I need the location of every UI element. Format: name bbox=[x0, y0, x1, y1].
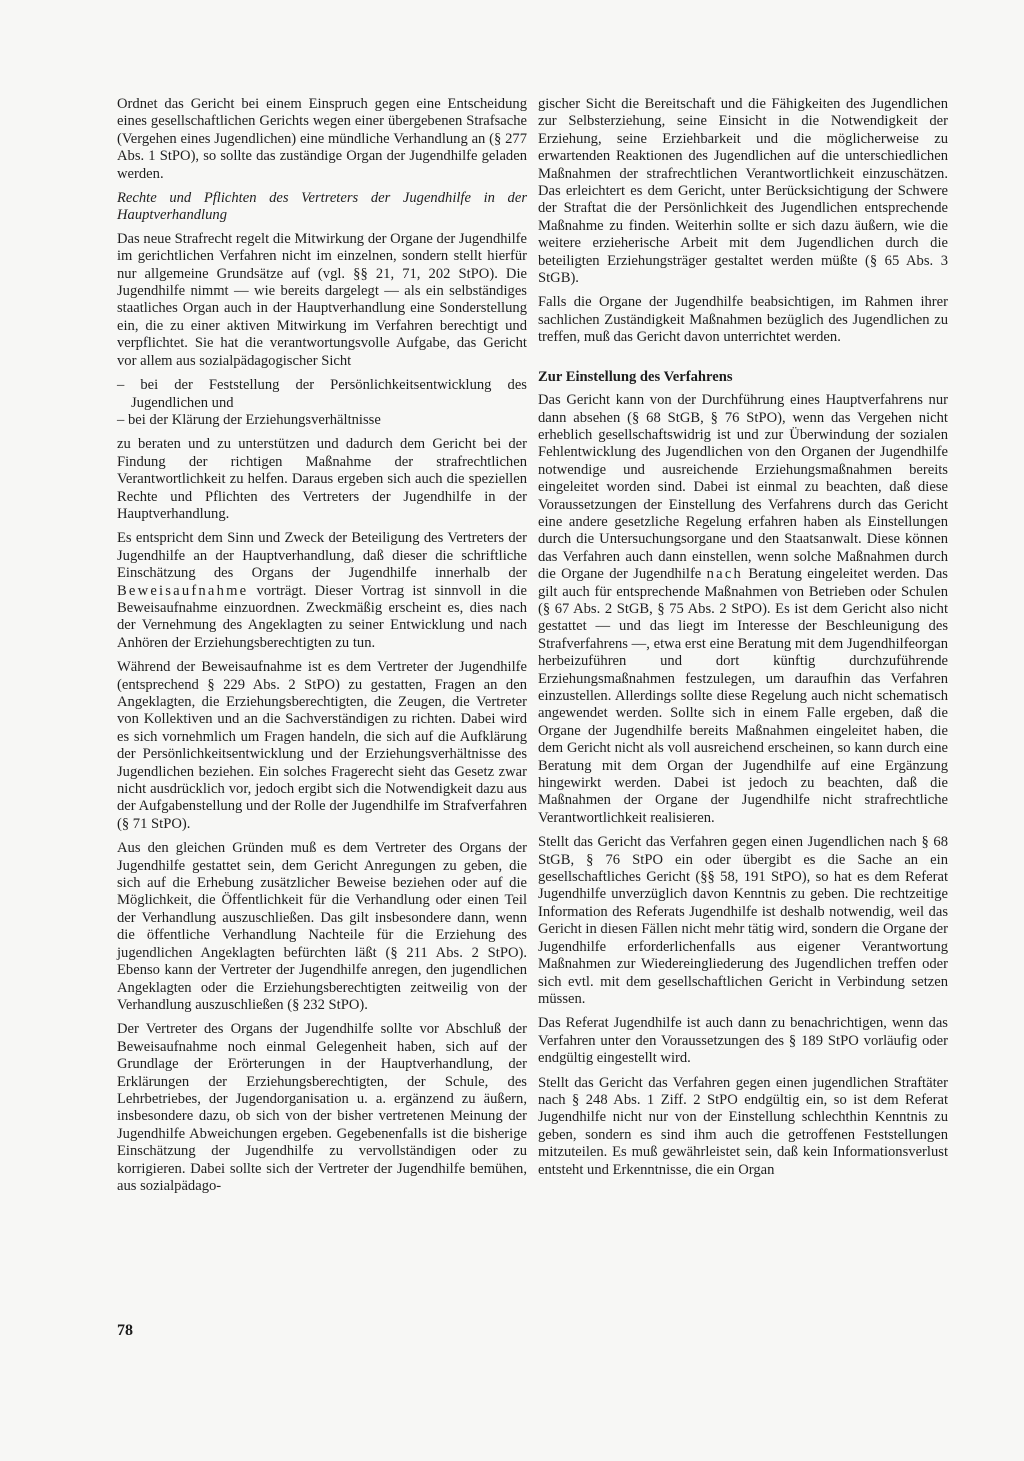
paragraph: gischer Sicht die Bereitschaft und die Fähigkeiten des Jugendlichen zur Selbsterziehung, seine Einsicht in die Notwendigkeit der Erziehung, seine Erziehbarkeit und die möglicherweise zu erwartenden Reaktionen des Jugendlichen auf die unterschiedlichen Maßnahmen der strafrechtlichen Verantwortlichkeit einzuschätzen. Das erleichtert es dem Gericht, unter Berücksichtigung der Schwere der Straftat die der Persönlichkeit des Jugendlichen entsprechende Maßnahme zu finden. Weiterhin sollte er sich dazu äußern, wie die weitere erzieherische Arbeit mit dem Jugendlichen durch die beteiligten Erziehungsträger gestaltet werden müßte (§ 65 Abs. 3 StGB). bbox=[538, 96, 948, 287]
paragraph-text: Es entspricht dem Sinn und Zweck der Beteiligung des Vertreters der Jugendhilfe an der Hauptverhandlung, daß dieser die schriftliche Einschätzung des Organs der Jugendhilfe innerhalb der bbox=[117, 530, 527, 582]
paragraph: Während der Beweisaufnahme ist es dem Vertreter der Jugendhilfe (entsprechend § 229 Abs. 2 StPO) zu gestatten, Fragen an den Angeklagten, die Erziehungsberechtigten, die Zeugen, die Vertreter von Kollektiven und an die Sachverständigen zu richten. Dabei wird es sich vornehmlich um Fragen handeln, die sich auf die Aufklärung der Persönlichkeitsentwicklung und der Erziehungsverhältnisse des Jugendlichen beziehen. Ein solches Fragerecht sieht das Gesetz zwar nicht ausdrücklich vor, jedoch ergibt sich die Notwendigkeit dazu aus der Aufgabenstellung und der Rolle der Jugendhilfe im Strafverfahren (§ 71 StPO). bbox=[117, 659, 527, 832]
paragraph: Ordnet das Gericht bei einem Einspruch gegen eine Entscheidung eines gesellschaftlichen Gerichts wegen einer übergebenen Strafsache (Vergehen eines Jugendlichen) eine mündliche Verhandlung an (§ 277 Abs. 1 StPO), so sollte das zuständige Organ der Jugendhilfe geladen werden. bbox=[117, 96, 527, 182]
left-column bbox=[117, 96, 527, 1202]
paragraph: Falls die Organe der Jugendhilfe beabsichtigen, im Rahmen ihrer sachlichen Zuständigkeit Maßnahmen bezüglich des Jugendlichen zu treffen, muß das Gericht davon unterrichtet werden. bbox=[538, 294, 948, 346]
paragraph: Das Referat Jugendhilfe ist auch dann zu benachrichtigen, wenn das Verfahren unter den Voraussetzungen des § 189 StPO vorläufig oder endgültig eingestellt wird. bbox=[538, 1015, 948, 1067]
paragraph: zu beraten und zu unterstützen und dadurch dem Gericht bei der Findung der richtigen Maßnahme der strafrechtlichen Verantwortlichkeit zu helfen. Daraus ergeben sich auch die speziellen Rechte und Pflichten des Vertreters der Jugendhilfe in der Hauptverhandlung. bbox=[117, 436, 527, 522]
paragraph bbox=[117, 530, 527, 652]
paragraph: Der Vertreter des Organs der Jugendhilfe sollte vor Abschluß der Beweisaufnahme noch einmal Gelegenheit haben, sich auf der Grundlage der Erörterungen in der Hauptverhandlung, der Erklärungen der Erziehungsberechtigten, der Schule, des Lehrbetriebes, der Jugendorganisation u. a. ergänzend zu äußern, insbesondere dazu, ob sich von der bisher vertretenen Meinung der Jugendhilfe Abweichungen ergeben. Gegebenenfalls ist die bisherige Einschätzung der Jugendhilfe zu vervollständigen oder zu korrigieren. Dabei sollte sich der Vertreter der Jugendhilfe bemühen, aus sozialpädago- bbox=[117, 1021, 527, 1194]
section-heading-discontinuation: Zur Einstellung des Verfahrens bbox=[538, 368, 733, 385]
paragraph: Stellt das Gericht das Verfahren gegen einen Jugendlichen nach § 68 StGB, § 76 StPO ein oder übergibt es die Sache an ein gesellschaftliches Gericht (§§ 58, 191 StPO), so hat es dem Referat Jugendhilfe unverzüglich davon Kenntnis zu geben. Die rechtzeitige Information des Referats Jugendhilfe ist deshalb notwendig, weil das Gericht in diesen Fällen nicht mehr tätig wird, sondern die Organe der Jugendhilfe erforderlichenfalls aus eigener Verantwortung Maßnahmen zur Wiedereingliederung des Jugendlichen treffen oder sich evtl. mit dem gesellschaftlichen Gericht in Verbindung setzen müssen. bbox=[538, 834, 948, 1007]
paragraph: Stellt das Gericht das Verfahren gegen einen jugendlichen Straftäter nach § 248 Abs. 1 Ziff. 2 StPO endgültig ein, so ist dem Referat Jugendhilfe nicht nur von der Einstellung schlechthin Kenntnis zu geben, sondern es sind ihm auch die getroffenen Feststellungen mitzuteilen. Es muß gewährleistet sein, daß kein Informationsverlust entsteht und Erkenntnisse, die ein Organ bbox=[538, 1074, 948, 1178]
page-number: 78 bbox=[117, 1322, 133, 1339]
paragraph: Aus den gleichen Gründen muß es dem Vertreter des Organs der Jugendhilfe gestattet sein, dem Gericht Anregungen zu geben, die sich auf die Erhebung zusätzlicher Beweise beziehen oder auf die Möglichkeit, die Öffentlichkeit für die Verhandlung oder einen Teil der Verhandlung auszuschließen. Das gilt insbesondere dann, wenn die öffentliche Verhandlung Nachteile für die Erziehung des jugendlichen Angeklagten befürchten läßt (§ 211 Abs. 2 StPO). Ebenso kann der Vertreter der Jugendhilfe anregen, den jugendlichen Angeklagten oder die Erziehungsberechtigten zeitweilig von der Verhandlung auszuschließen (§ 232 StPO). bbox=[117, 840, 527, 1013]
paragraph-text: vorträgt. Dieser Vortrag ist sinnvoll in die Beweisaufnahme einzuordnen. Zweckmäßig erscheint es, dies nach der Vernehmung des Angeklagten zu seiner Entwicklung und nach Anhören der Erziehungsberechtigten zu tun. bbox=[117, 582, 527, 651]
emphasis-spaced: Beweisaufnahme bbox=[117, 582, 249, 599]
paragraph bbox=[538, 392, 948, 827]
section-heading-rights: Rechte und Pflichten des Vertreters der Jugendhilfe in der Hauptverhandlung bbox=[117, 190, 527, 224]
paragraph-text: Das Gericht kann von der Durchführung eines Hauptverfahrens nur dann absehen (§ 68 StGB, § 76 StPO), wenn das Vergehen nicht erheblich gesellschaftswidrig ist und zur Überwindung der sozialen Fehlentwicklung des Jugendlichen von den Organen der Jugendhilfe notwendige und ausreichende Erziehungsmaßnahmen bereits eingeleitet worden sind. Dabei ist einmal zu beachten, daß diese Voraussetzungen der Einstellung des Verfahrens durch das Gericht eine andere gesetzliche Regelung erfahren haben als Einstellungen durch die Untersuchungsorgane und den Staatsanwalt. Diese können das Verfahren auch dann einstellen, wenn solche Maßnahmen durch die Organe der Jugendhilfe bbox=[538, 392, 948, 583]
list-item: – bei der Feststellung der Persönlichkeitsentwicklung des Jugendlichen und bbox=[117, 377, 527, 412]
emphasis-spaced: nach bbox=[706, 566, 744, 583]
paragraph: Das neue Strafrecht regelt die Mitwirkung der Organe der Jugendhilfe im gerichtlichen Verfahren nicht im einzelnen, sondern stellt hierfür nur allgemeine Grundsätze auf (vgl. §§ 21, 71, 202 StPO). Die Jugendhilfe nimmt — wie bereits dargelegt — als ein selbständiges staatliches Organ auch in der Hauptverhandlung eine Sonderstellung ein, die zu einer aktiven Mitwirkung im Verfahren berechtigt und verpflichtet. Sie hat die verantwortungsvolle Aufgabe, das Gericht vor allem aus sozialpädagogischer Sicht bbox=[117, 230, 527, 369]
list-item: – bei der Klärung der Erziehungsverhältnisse bbox=[117, 412, 527, 429]
dash-list bbox=[117, 377, 527, 429]
paragraph-text: Beratung eingeleitet werden. Das gilt auch für entsprechende Maßnahmen von Betrieben oder Schulen (§ 67 Abs. 2 StGB, § 75 Abs. 2 StPO). Es ist dem Gericht also nicht gestattet — und das liegt im Interesse der Beschleunigung des Strafverfahrens —, etwa erst eine Beratung mit dem Jugendhilfeorgan herbeizuführen und dort künftig durchzuführende Erziehungsmaßnahmen festzulegen, um daraufhin das Verfahren einzustellen. Allerdings sollte diese Regelung auch nicht schematisch angewendet werden. Sollte sich in einem Falle ergeben, daß die Organe der Jugendhilfe bereits Maßnahmen eingeleitet haben, die dem Gericht nicht als voll ausreichend erscheinen, so kann durch eine Beratung mit dem Organ der Jugendhilfe auf eine Ergänzung hingewirkt werden. Dabei ist jedoch zu beachten, daß die Maßnahmen der Organe der Jugendhilfe nicht strafrechtliche Verantwortlichkeit realisieren. bbox=[538, 566, 948, 826]
right-column bbox=[538, 96, 948, 1186]
